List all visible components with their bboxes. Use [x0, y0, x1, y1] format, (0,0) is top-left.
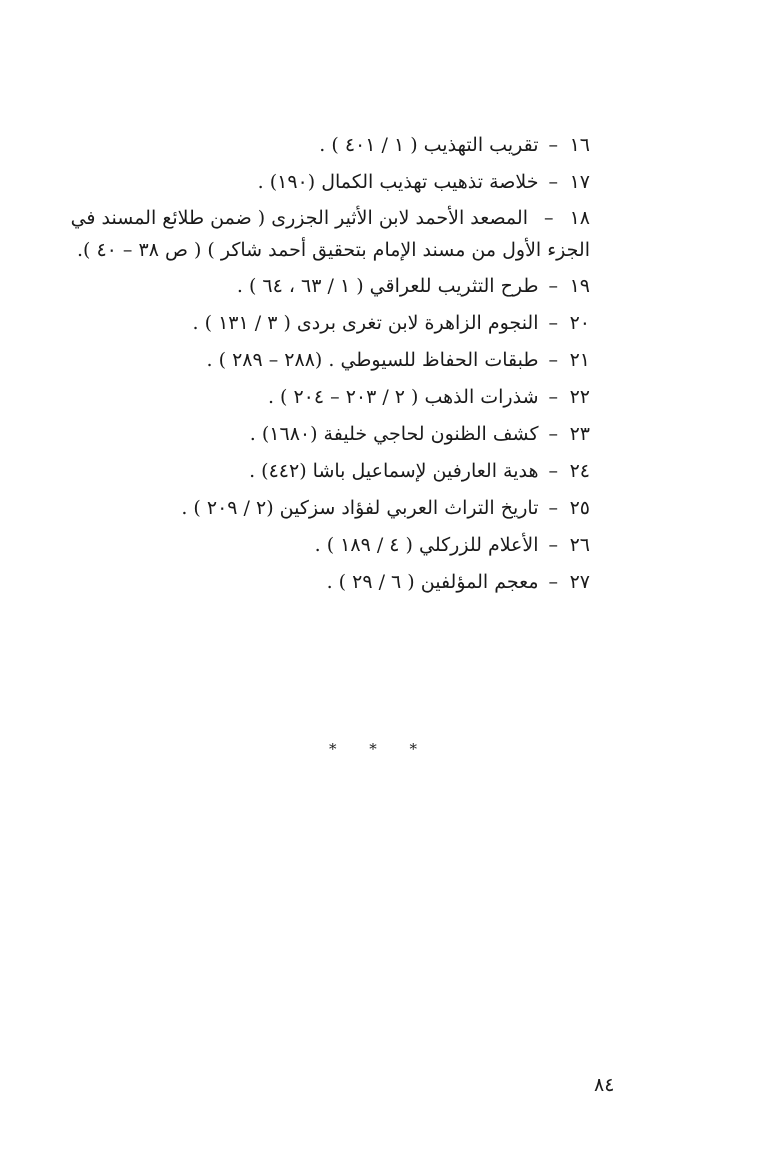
reference-item: [100, 528, 590, 562]
reference-number: ٢٥: [569, 497, 590, 519]
reference-dash: –: [548, 497, 558, 519]
reference-text: معجم المؤلفين ( ٦ / ٢٩ ) .: [326, 571, 539, 593]
reference-list: [70, 128, 590, 602]
reference-item: [100, 269, 590, 303]
reference-dash: –: [548, 460, 558, 482]
reference-number: ٢٦: [569, 534, 590, 556]
reference-dash: –: [548, 275, 558, 297]
reference-item: [100, 128, 590, 162]
reference-text: الأعلام للزركلي ( ٤ / ١٨٩ ) .: [314, 534, 539, 556]
reference-number: ٢٢: [569, 386, 590, 408]
reference-dash: –: [548, 571, 558, 593]
reference-text: خلاصة تذهيب تهذيب الكمال (١٩٠) .: [257, 171, 539, 193]
reference-text: هدية العارفين لإسماعيل باشا (٤٤٢) .: [249, 460, 539, 482]
reference-number: ٢٤: [569, 460, 590, 482]
reference-number: ١٨: [569, 207, 590, 229]
reference-text: المصعد الأحمد لابن الأثير الجزرى ( ضمن طلائع المسند في الجزء الأول من مسند الإمام بتحقيق أحمد شاكر ) ( ص ٣٨ – ٤٠ ).: [70, 207, 590, 261]
reference-text: تقريب التهذيب ( ١ / ٤٠١ ) .: [319, 134, 539, 156]
reference-dash: –: [548, 312, 558, 334]
reference-number: ٢٣: [569, 423, 590, 445]
reference-number: ٢٧: [569, 571, 590, 593]
reference-dash: –: [548, 171, 558, 193]
reference-number: ٢٠: [569, 312, 590, 334]
reference-number: ١٦: [569, 134, 590, 156]
reference-text: تاريخ التراث العربي لفؤاد سزكين (٢ / ٢٠٩ ) .: [181, 497, 539, 519]
section-ornament: * * *: [328, 740, 432, 758]
reference-item: [100, 343, 590, 377]
reference-item: [100, 380, 590, 414]
reference-dash: –: [548, 349, 558, 371]
reference-text: كشف الظنون لحاجي خليفة (١٦٨٠) .: [249, 423, 539, 445]
reference-text: طرح التثريب للعراقي ( ١ / ٦٣ ، ٦٤ ) .: [236, 275, 539, 297]
reference-dash: –: [548, 423, 558, 445]
reference-text: شذرات الذهب ( ٢ / ٢٠٣ – ٢٠٤ ) .: [267, 386, 539, 408]
reference-number: ١٧: [569, 171, 590, 193]
reference-dash: –: [544, 207, 554, 229]
reference-item: [100, 306, 590, 340]
reference-item: [100, 491, 590, 525]
reference-dash: –: [548, 534, 558, 556]
reference-item: [100, 454, 590, 488]
reference-item: [100, 165, 590, 199]
reference-text: النجوم الزاهرة لابن تغرى بردى ( ٣ / ١٣١ ) .: [192, 312, 539, 334]
reference-dash: –: [548, 386, 558, 408]
reference-item: [52, 202, 590, 266]
reference-number: ٢١: [569, 349, 590, 371]
reference-item: [100, 417, 590, 451]
reference-number: ١٩: [569, 275, 590, 297]
page-number: ٨٤: [594, 1074, 615, 1096]
reference-dash: –: [548, 134, 558, 156]
reference-item: [100, 565, 590, 599]
reference-text: طبقات الحفاظ للسيوطي . (٢٨٨ – ٢٨٩ ) .: [206, 349, 539, 371]
